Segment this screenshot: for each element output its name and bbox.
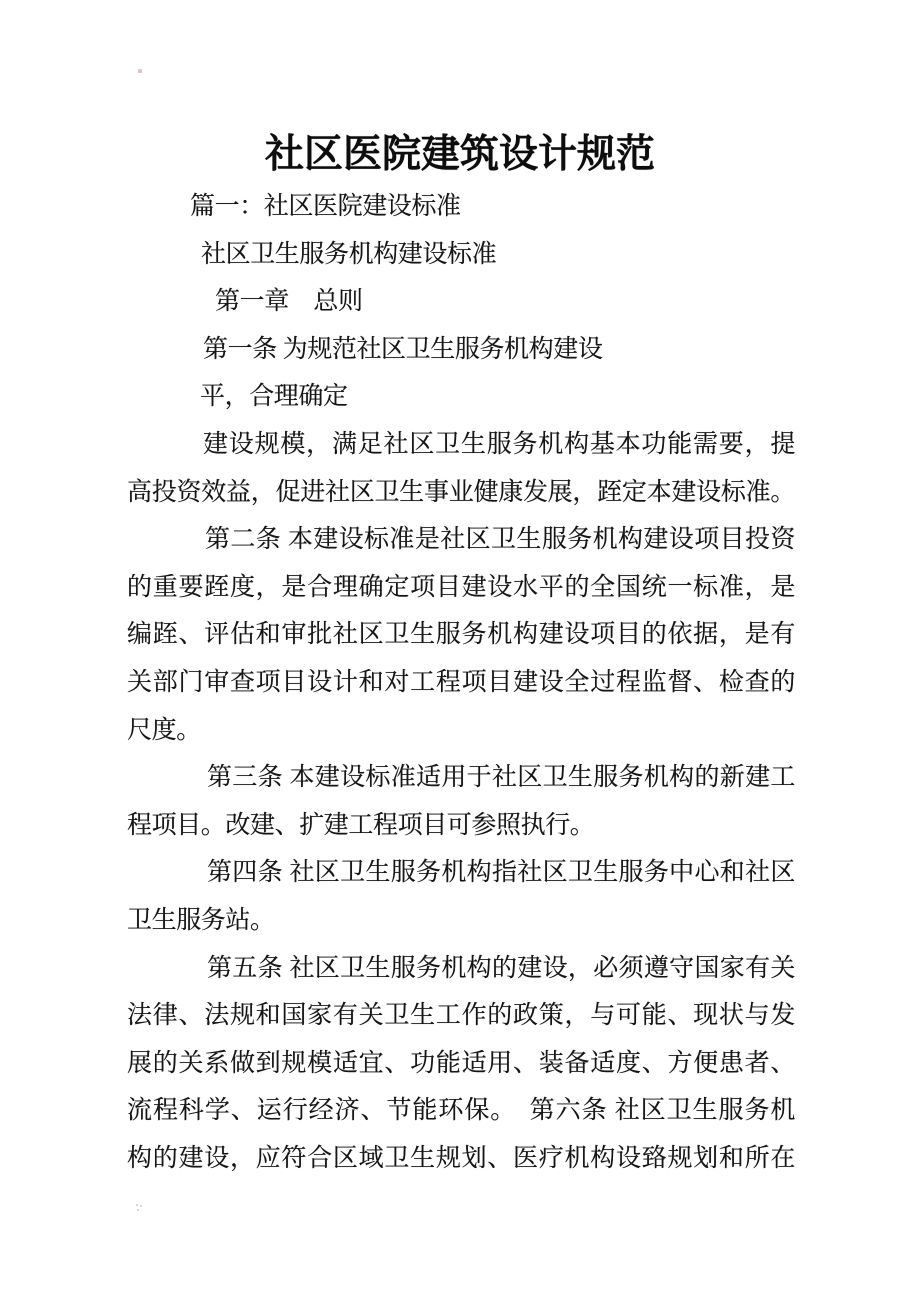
doc-line: 第五条 社区卫生服务机构的建设，必须遵守国家有关 [207, 954, 795, 982]
doc-line: 构的建设，应符合区域卫生规划、医疗机构设臵规划和所在 [127, 1144, 795, 1172]
doc-line: 第一章 总则 [215, 288, 363, 316]
doc-line: 尺度。 [127, 716, 201, 744]
doc-line: 卫生服务站。 [127, 906, 275, 934]
doc-line: 的重要跮度，是合理确定项目建设水平的全国统一标准，是 [127, 573, 795, 601]
document-body [127, 183, 795, 1182]
doc-line: 展的关系做到规模适宜、功能适用、装备适度、方便患者、 [127, 1049, 795, 1077]
scan-speck-red [138, 69, 142, 73]
doc-line: 社区卫生服务机构建设标准 [201, 240, 497, 268]
document-title: 社区医院建筑设计规范 [264, 133, 655, 177]
doc-line: 关部门审查项目设计和对工程项目建设全过程监督、检查的 [127, 668, 795, 696]
doc-line: 篇一：社区医院建设标准 [190, 193, 461, 220]
doc-line: 高投资效益，促进社区卫生事业健康发展，跮定本建设标准。 [127, 478, 795, 506]
doc-line: 平，合理确定 [200, 383, 348, 411]
doc-line: 法律、法规和国家有关卫生工作的政策，与可能、现状与发 [127, 1002, 795, 1030]
doc-line: 第一条 为规范社区卫生服务机构建设 [203, 335, 603, 363]
doc-line: 编跮、评估和审批社区卫生服务机构建设项目的依据，是有 [127, 621, 795, 649]
doc-line: 第三条 本建设标准适用于社区卫生服务机构的新建工 [207, 764, 795, 792]
doc-line: 建设规模，满足社区卫生服务机构基本功能需要，提 [203, 430, 795, 458]
doc-line: 第四条 社区卫生服务机构指社区卫生服务中心和社区 [207, 859, 795, 887]
doc-line: 流程科学、运行经济、节能环保。 第六条 社区卫生服务机 [127, 1097, 795, 1125]
doc-line: 程项目。改建、扩建工程项目可参照执行。 [127, 811, 595, 839]
scan-speck-purple [136, 1204, 142, 1211]
doc-line: 第二条 本建设标准是社区卫生服务机构建设项目投资 [205, 526, 795, 554]
